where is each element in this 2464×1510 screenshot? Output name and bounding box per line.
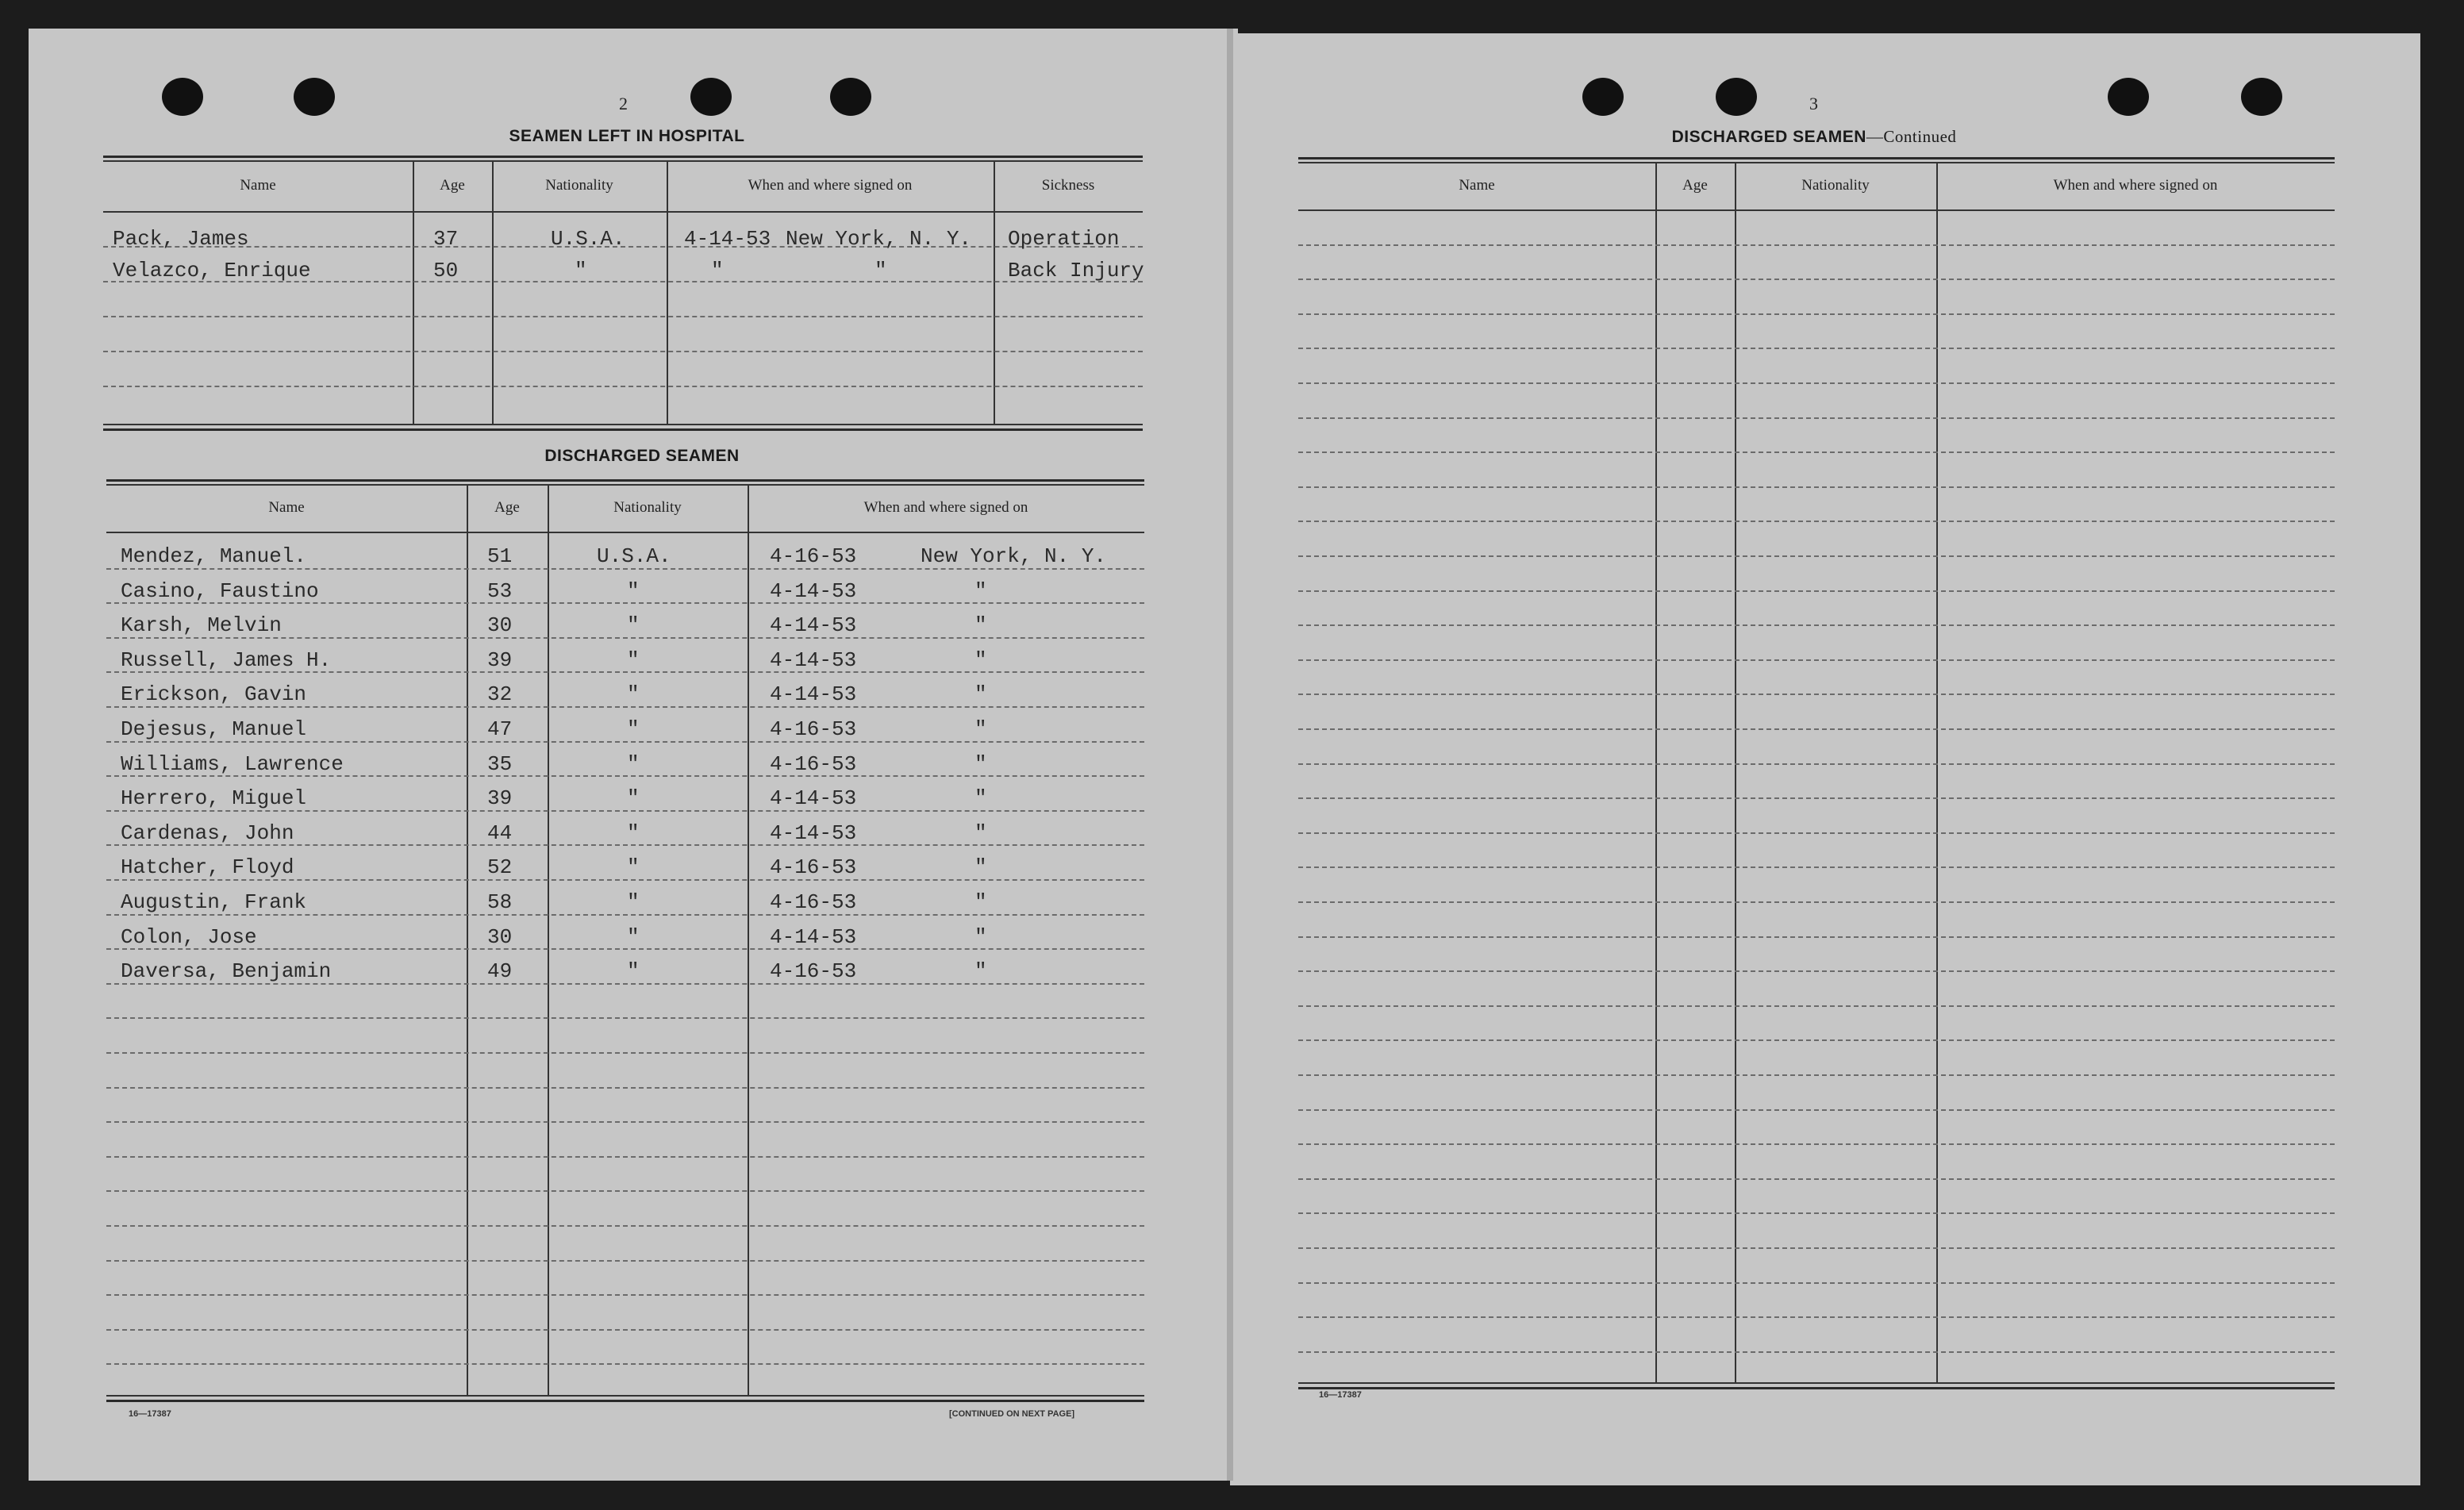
seaman-age: 49 [487, 959, 513, 984]
seaman-nationality: U.S.A. [597, 544, 671, 568]
seaman-age: 30 [487, 613, 513, 638]
seaman-age: 39 [487, 647, 513, 672]
ruled-line [1298, 486, 2335, 488]
seaman-date: 4-16-53 [770, 959, 857, 984]
ruled-line [1298, 970, 2335, 972]
seaman-place: " [974, 751, 987, 776]
table-top-rule-2 [106, 484, 1144, 486]
column-divider [667, 162, 668, 424]
ruled-line [1298, 279, 2335, 280]
ruled-line [1298, 590, 2335, 592]
seaman-nationality: " [627, 717, 640, 741]
ruled-line [106, 1190, 1144, 1192]
seaman-place: " [974, 647, 987, 672]
table-header-rule [106, 532, 1144, 533]
seaman-place: New York, N. Y. [921, 544, 1107, 568]
hospital-title: SEAMEN LEFT IN HOSPITAL [509, 127, 745, 145]
seaman-name: Herrero, Miguel [121, 786, 307, 811]
page-spine [1227, 29, 1233, 1481]
seaman-date: 4-16-53 [770, 855, 857, 880]
seaman-name: Williams, Lawrence [121, 751, 344, 776]
ruled-line [1298, 451, 2335, 453]
seaman-place: " [974, 578, 987, 603]
seaman-age: 58 [487, 890, 513, 914]
column-divider [1655, 163, 1657, 1382]
seaman-name: Dejesus, Manuel [121, 717, 307, 741]
punch-hole-icon [294, 78, 335, 116]
hospital-sickness: Back Injury [1008, 259, 1144, 282]
ruled-line [1298, 694, 2335, 695]
seaman-age: 47 [487, 717, 513, 741]
seaman-nationality: " [627, 751, 640, 776]
ruled-line [1298, 1039, 2335, 1041]
column-header: When and where signed on [2053, 177, 2218, 194]
hospital-date: 4-14-53 [684, 227, 771, 251]
ruled-line [1298, 1247, 2335, 1249]
ruled-line [1298, 901, 2335, 903]
seaman-place: " [974, 820, 987, 845]
ruled-line [1298, 1351, 2335, 1353]
seaman-place: " [974, 682, 987, 707]
seaman-date: 4-14-53 [770, 578, 857, 603]
table-bottom-rule-2 [1298, 1387, 2335, 1389]
seaman-name: Russell, James H. [121, 647, 332, 672]
column-header: Nationality [613, 499, 682, 516]
table-bottom-rule [103, 424, 1143, 425]
ruled-line [1298, 1178, 2335, 1180]
ruled-line [1298, 659, 2335, 661]
ruled-line [1298, 244, 2335, 246]
ruled-line [106, 1363, 1144, 1365]
seaman-nationality: " [627, 820, 640, 845]
punch-hole-icon [2241, 78, 2282, 116]
seaman-date: 4-16-53 [770, 751, 857, 776]
ruled-line [1298, 1074, 2335, 1076]
seaman-age: 35 [487, 751, 513, 776]
ruled-line [1298, 1005, 2335, 1007]
seaman-name: Colon, Jose [121, 924, 257, 949]
ruled-line [106, 1052, 1144, 1054]
column-header: Age [1682, 177, 1708, 194]
column-divider [994, 162, 995, 424]
punch-hole-icon [2108, 78, 2149, 116]
seaman-age: 53 [487, 578, 513, 603]
seaman-nationality: " [627, 613, 640, 638]
table-bottom-rule [106, 1395, 1144, 1397]
table-top-rule [106, 479, 1144, 482]
seaman-place: " [974, 786, 987, 811]
column-header: Nationality [545, 177, 613, 194]
ruled-line [1298, 797, 2335, 799]
column-divider [467, 486, 468, 1395]
seaman-nationality: " [627, 890, 640, 914]
seaman-date: 4-14-53 [770, 647, 857, 672]
ruled-line [1298, 866, 2335, 868]
continued-title-suffix: —Continued [1866, 127, 1957, 146]
seaman-place: " [974, 924, 987, 949]
seaman-place: " [974, 855, 987, 880]
column-header: Name [268, 499, 305, 516]
table-top-rule [103, 156, 1143, 158]
ruled-line [1298, 728, 2335, 730]
ruled-line [106, 1294, 1144, 1296]
hospital-sickness: Operation [1008, 227, 1120, 251]
seaman-date: 4-14-53 [770, 682, 857, 707]
seaman-nationality: " [627, 647, 640, 672]
hospital-place: New York, N. Y. [786, 227, 972, 251]
seaman-place: " [974, 890, 987, 914]
column-divider [492, 162, 494, 424]
column-divider [548, 486, 549, 1395]
seaman-nationality: " [627, 924, 640, 949]
column-header: When and where signed on [863, 499, 1028, 516]
ruled-line [103, 386, 1143, 387]
seaman-age: 52 [487, 855, 513, 880]
punch-hole-icon [830, 78, 871, 116]
ruled-line [1298, 1316, 2335, 1318]
seaman-age: 51 [487, 544, 513, 568]
seaman-date: 4-16-53 [770, 544, 857, 568]
seaman-nationality: " [627, 959, 640, 984]
ruled-line [106, 1329, 1144, 1331]
hospital-age: 37 [433, 227, 459, 251]
ruled-line [103, 351, 1143, 352]
column-header: Sickness [1041, 177, 1095, 194]
ruled-line [1298, 624, 2335, 626]
punch-hole-icon [690, 78, 732, 116]
seaman-nationality: " [627, 578, 640, 603]
seaman-date: 4-14-53 [770, 820, 857, 845]
ruled-line [1298, 1109, 2335, 1111]
seaman-age: 44 [487, 820, 513, 845]
hospital-date: " [711, 259, 724, 282]
column-divider [413, 162, 414, 424]
seaman-name: Hatcher, Floyd [121, 855, 294, 880]
ruled-line [106, 1156, 1144, 1158]
seaman-age: 30 [487, 924, 513, 949]
column-header: Age [494, 499, 520, 516]
continued-note: [CONTINUED ON NEXT PAGE] [949, 1409, 1075, 1419]
ruled-line [1298, 382, 2335, 384]
seaman-nationality: " [627, 855, 640, 880]
form-number-right: 16—17387 [1319, 1390, 1362, 1400]
column-header: When and where signed on [748, 177, 913, 194]
table-bottom-rule [1298, 1382, 2335, 1384]
ruled-line [106, 1121, 1144, 1123]
seaman-name: Karsh, Melvin [121, 613, 282, 638]
punch-hole-icon [1716, 78, 1757, 116]
seaman-age: 32 [487, 682, 513, 707]
ruled-line [1298, 1282, 2335, 1284]
ruled-line [106, 1017, 1144, 1019]
table-bottom-rule-2 [103, 428, 1143, 431]
table-top-rule-2 [1298, 162, 2335, 163]
hospital-name: Pack, James [113, 227, 249, 251]
hospital-age: 50 [433, 259, 459, 282]
continued-title-main: DISCHARGED SEAMEN [1671, 128, 1866, 146]
continued-title [1298, 127, 2330, 147]
punch-hole-icon [162, 78, 203, 116]
form-number-left: 16—17387 [129, 1409, 171, 1419]
ruled-line [103, 316, 1143, 317]
ruled-line [1298, 555, 2335, 557]
ruled-line [106, 1225, 1144, 1227]
hospital-nationality: " [575, 259, 587, 282]
hospital-place: " [875, 259, 887, 282]
column-divider [748, 486, 749, 1395]
seaman-date: 4-14-53 [770, 786, 857, 811]
seaman-place: " [974, 717, 987, 741]
table-header-rule [1298, 209, 2335, 211]
seaman-name: Casino, Faustino [121, 578, 319, 603]
table-top-rule [1298, 157, 2335, 159]
seaman-name: Erickson, Gavin [121, 682, 307, 707]
page-number-left: 2 [619, 94, 628, 113]
column-header: Age [440, 177, 465, 194]
column-header: Name [240, 177, 276, 194]
ruled-line [1298, 832, 2335, 834]
right-page [1230, 33, 2420, 1485]
column-divider [1735, 163, 1736, 1382]
seaman-name: Mendez, Manuel. [121, 544, 307, 568]
ruled-line [1298, 313, 2335, 315]
page-number-right: 3 [1809, 94, 1818, 113]
ruled-line [1298, 1143, 2335, 1145]
punch-hole-icon [1582, 78, 1624, 116]
ruled-line [1298, 417, 2335, 419]
seaman-name: Daversa, Benjamin [121, 959, 332, 984]
hospital-nationality: U.S.A. [551, 227, 625, 251]
seaman-date: 4-16-53 [770, 717, 857, 741]
seaman-date: 4-14-53 [770, 613, 857, 638]
table-bottom-rule-2 [106, 1400, 1144, 1402]
discharged-title: DISCHARGED SEAMEN [544, 447, 740, 465]
ruled-line [1298, 1212, 2335, 1214]
seaman-age: 39 [487, 786, 513, 811]
column-header: Name [1459, 177, 1495, 194]
table-top-rule-2 [103, 160, 1143, 162]
ruled-line [1298, 348, 2335, 349]
column-header: Nationality [1801, 177, 1870, 194]
table-header-rule [103, 211, 1143, 213]
seaman-place: " [974, 959, 987, 984]
seaman-date: 4-14-53 [770, 924, 857, 949]
seaman-nationality: " [627, 786, 640, 811]
ruled-line [106, 1087, 1144, 1089]
ruled-line [106, 1260, 1144, 1262]
seaman-nationality: " [627, 682, 640, 707]
seaman-name: Cardenas, John [121, 820, 294, 845]
hospital-name: Velazco, Enrique [113, 259, 311, 282]
column-divider [1936, 163, 1938, 1382]
ruled-line [1298, 763, 2335, 765]
seaman-date: 4-16-53 [770, 890, 857, 914]
seaman-name: Augustin, Frank [121, 890, 307, 914]
seaman-place: " [974, 613, 987, 638]
ruled-line [1298, 521, 2335, 522]
ruled-line [1298, 936, 2335, 938]
ruled-line [106, 948, 1144, 950]
